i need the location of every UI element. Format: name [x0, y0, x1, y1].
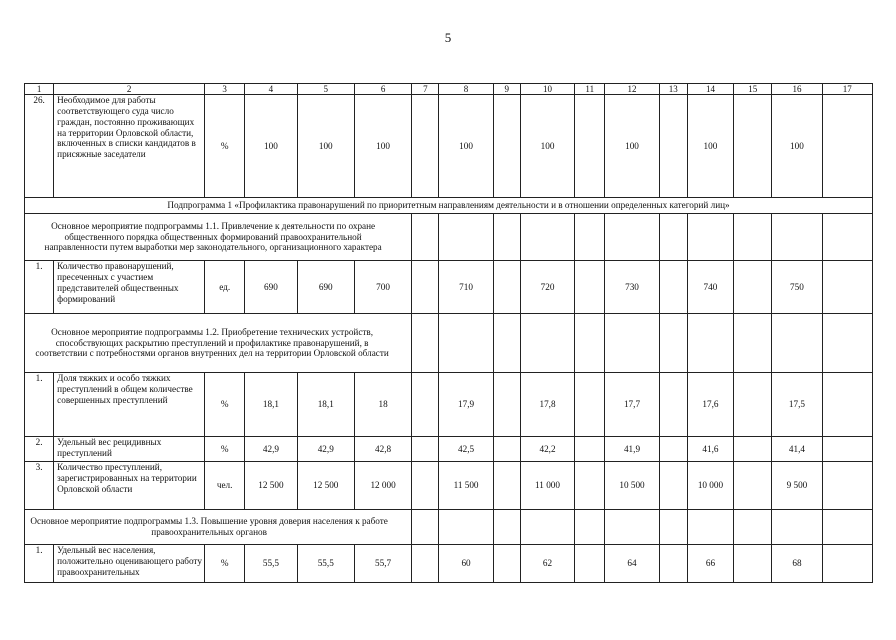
value-cell: 100: [772, 95, 822, 198]
column-header: 15: [734, 84, 772, 95]
value-cell: [659, 95, 687, 198]
table-row: [25, 95, 873, 198]
unit-cell: %: [205, 373, 245, 437]
column-header: 10: [520, 84, 574, 95]
value-cell: 12 500: [297, 462, 354, 510]
value-cell: [412, 545, 439, 583]
value-cell: 41,6: [687, 437, 733, 462]
value-cell: 730: [605, 261, 659, 314]
column-header: 13: [659, 84, 687, 95]
table-row: [25, 462, 873, 510]
row-number: 1.: [25, 261, 54, 314]
value-cell: 11 500: [439, 462, 493, 510]
value-cell: [575, 261, 605, 314]
value-cell: 17,7: [605, 373, 659, 437]
value-cell: 55,5: [245, 545, 297, 583]
table-row: [25, 437, 873, 462]
value-cell: [734, 462, 772, 510]
row-number: 1.: [25, 545, 54, 583]
value-cell: 12 500: [245, 462, 297, 510]
value-cell: [822, 545, 872, 583]
value-cell: [659, 261, 687, 314]
value-cell: 720: [520, 261, 574, 314]
row-number: 3.: [25, 462, 54, 510]
indicator-name: Количество правонарушений, пресеченных с участием представителей общественных формирований: [54, 261, 205, 314]
value-cell: 41,9: [605, 437, 659, 462]
subprogram-row: [25, 198, 873, 214]
unit-cell: чел.: [205, 462, 245, 510]
column-header: 11: [575, 84, 605, 95]
column-header: 6: [354, 84, 411, 95]
value-cell: [575, 373, 605, 437]
value-cell: [734, 373, 772, 437]
row-number: 1.: [25, 373, 54, 437]
column-header-row: [25, 84, 873, 95]
value-cell: [575, 545, 605, 583]
value-cell: 42,8: [354, 437, 411, 462]
value-cell: 62: [520, 545, 574, 583]
measure-title: Основное мероприятие подпрограммы 1.3. Повышение уровня доверия населения к работе правоохранительных органов: [25, 510, 412, 545]
indicators-table: [24, 83, 873, 583]
value-cell: 100: [297, 95, 354, 198]
value-cell: 100: [439, 95, 493, 198]
value-cell: [659, 373, 687, 437]
measure-row: [25, 510, 873, 545]
row-number: 2.: [25, 437, 54, 462]
value-cell: 9 500: [772, 462, 822, 510]
value-cell: [822, 462, 872, 510]
value-cell: [412, 373, 439, 437]
value-cell: 12 000: [354, 462, 411, 510]
column-header: 16: [772, 84, 822, 95]
value-cell: [822, 373, 872, 437]
value-cell: [493, 545, 520, 583]
value-cell: 710: [439, 261, 493, 314]
measure-row: [25, 214, 873, 261]
value-cell: 10 500: [605, 462, 659, 510]
value-cell: [822, 261, 872, 314]
row-number: 26.: [25, 95, 54, 198]
value-cell: 11 000: [520, 462, 574, 510]
measure-title: Основное мероприятие подпрограммы 1.2. Приобретение технических устройств, способствующих раскрытию преступлений и профилактике правонарушений, в соответствии с потребностями органов внутренних дел на территории Орловской области: [25, 314, 412, 373]
measure-row: [25, 314, 873, 373]
value-cell: [734, 545, 772, 583]
value-cell: 17,8: [520, 373, 574, 437]
unit-cell: %: [205, 437, 245, 462]
value-cell: 690: [245, 261, 297, 314]
value-cell: [822, 437, 872, 462]
value-cell: 42,2: [520, 437, 574, 462]
value-cell: 17,9: [439, 373, 493, 437]
column-header: 5: [297, 84, 354, 95]
value-cell: 750: [772, 261, 822, 314]
value-cell: 66: [687, 545, 733, 583]
unit-cell: ед.: [205, 261, 245, 314]
column-header: 14: [687, 84, 733, 95]
value-cell: 41,4: [772, 437, 822, 462]
column-header: 12: [605, 84, 659, 95]
value-cell: 60: [439, 545, 493, 583]
value-cell: [493, 437, 520, 462]
value-cell: [575, 437, 605, 462]
column-header: 17: [822, 84, 872, 95]
page-number: 5: [444, 30, 452, 45]
column-header: 9: [493, 84, 520, 95]
value-cell: 17,6: [687, 373, 733, 437]
value-cell: [659, 437, 687, 462]
subprogram-title: Подпрограмма 1 «Профилактика правонарушений по приоритетным направлениям деятельности и в отношении определенных категорий лиц»: [25, 198, 873, 214]
column-header: 7: [412, 84, 439, 95]
column-header: 1: [25, 84, 54, 95]
value-cell: 18,1: [245, 373, 297, 437]
value-cell: 42,9: [245, 437, 297, 462]
value-cell: [734, 261, 772, 314]
value-cell: [575, 95, 605, 198]
value-cell: [493, 462, 520, 510]
value-cell: 64: [605, 545, 659, 583]
value-cell: [659, 545, 687, 583]
indicator-name: Удельный вес рецидивных преступлений: [54, 437, 205, 462]
value-cell: 100: [520, 95, 574, 198]
value-cell: [493, 95, 520, 198]
value-cell: 100: [605, 95, 659, 198]
value-cell: 42,5: [439, 437, 493, 462]
value-cell: 68: [772, 545, 822, 583]
value-cell: 100: [687, 95, 733, 198]
table-row: [25, 545, 873, 583]
value-cell: 55,5: [297, 545, 354, 583]
indicator-name: Необходимое для работы соответствующего суда число граждан, постоянно проживающих на территории Орловской области, включенных в списки кандидатов в присяжные заседатели: [54, 95, 205, 198]
value-cell: [412, 95, 439, 198]
value-cell: [659, 462, 687, 510]
value-cell: 42,9: [297, 437, 354, 462]
value-cell: 700: [354, 261, 411, 314]
value-cell: [822, 95, 872, 198]
column-header: 4: [245, 84, 297, 95]
value-cell: 100: [245, 95, 297, 198]
unit-cell: %: [205, 95, 245, 198]
value-cell: 690: [297, 261, 354, 314]
column-header: 2: [54, 84, 205, 95]
indicator-name: Количество преступлений, зарегистрированных на территории Орловской области: [54, 462, 205, 510]
value-cell: [493, 373, 520, 437]
value-cell: [412, 261, 439, 314]
measure-title: Основное мероприятие подпрограммы 1.1. Привлечение к деятельности по охране общественного порядка общественных формирований правоохранительной направленности путем выработки мер законодательного, организационного характера: [25, 214, 412, 261]
value-cell: 10 000: [687, 462, 733, 510]
value-cell: 100: [354, 95, 411, 198]
unit-cell: %: [205, 545, 245, 583]
value-cell: 55,7: [354, 545, 411, 583]
column-header: 8: [439, 84, 493, 95]
value-cell: 18,1: [297, 373, 354, 437]
value-cell: [412, 462, 439, 510]
value-cell: [734, 437, 772, 462]
value-cell: 17,5: [772, 373, 822, 437]
value-cell: 18: [354, 373, 411, 437]
indicator-name: Доля тяжких и особо тяжких преступлений в общем количестве совершенных преступлений: [54, 373, 205, 437]
column-header: 3: [205, 84, 245, 95]
value-cell: 740: [687, 261, 733, 314]
value-cell: [734, 95, 772, 198]
value-cell: [493, 261, 520, 314]
table-row: [25, 261, 873, 314]
table-row: [25, 373, 873, 437]
value-cell: [575, 462, 605, 510]
value-cell: [412, 437, 439, 462]
indicator-name: Удельный вес населения, положительно оценивающего работу правоохранительных: [54, 545, 205, 583]
